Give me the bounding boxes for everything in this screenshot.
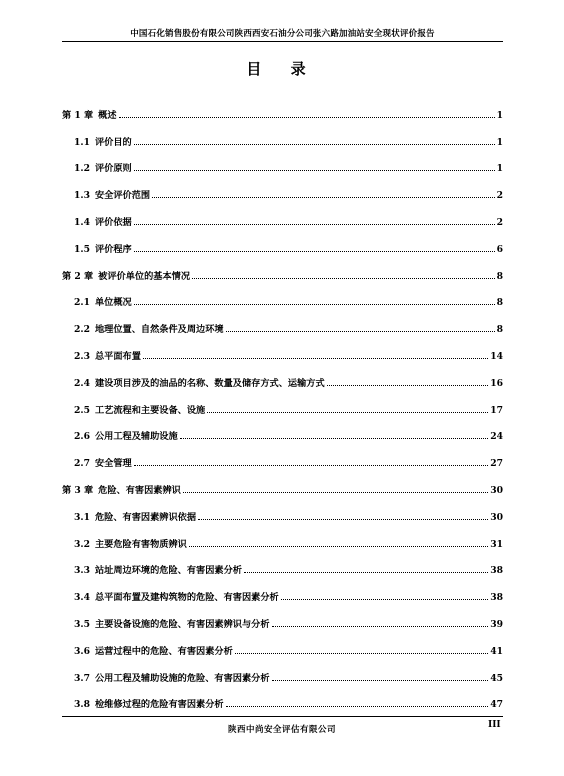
toc-leader-dots xyxy=(134,170,495,171)
toc-section-entry[interactable] xyxy=(62,389,503,416)
toc-entry-label: 被评价单位的基本情况 xyxy=(98,270,191,282)
toc-entry-label: 总平面布置及建构筑物的危险、有害因素分析 xyxy=(94,592,279,604)
toc-entry-number: 1.5 xyxy=(74,243,90,255)
toc-section-entry[interactable] xyxy=(62,496,503,523)
toc-entry-number: 3.5 xyxy=(74,618,90,630)
toc-entry-label: 公用工程及辅助设施 xyxy=(94,431,178,443)
toc-entry-label: 主要设备设施的危险、有害因素辨识与分析 xyxy=(94,618,270,630)
toc-leader-dots xyxy=(272,626,489,627)
toc-section-entry[interactable] xyxy=(62,201,503,228)
toc-leader-dots xyxy=(180,438,489,439)
toc-entry-page: 39 xyxy=(490,618,503,630)
toc-leader-dots xyxy=(119,117,495,118)
toc-entry-label: 评价依据 xyxy=(94,216,132,228)
toc-entry-label: 建设项目涉及的油品的名称、数量及储存方式、运输方式 xyxy=(94,377,325,389)
toc-entry-number: 第 1 章 xyxy=(62,109,94,121)
toc-leader-dots xyxy=(198,519,488,520)
toc-entry-page: 38 xyxy=(490,565,503,577)
toc-entry-number: 2.7 xyxy=(74,458,90,470)
toc-entry-page: 1 xyxy=(496,136,503,148)
toc-section-entry[interactable] xyxy=(62,308,503,335)
toc-entry-number: 1.2 xyxy=(74,163,90,175)
toc-section-entry[interactable] xyxy=(62,121,503,148)
toc-section-entry[interactable] xyxy=(62,684,503,711)
toc-chapter-entry[interactable] xyxy=(62,94,503,121)
toc-entry-number: 2.2 xyxy=(74,324,90,336)
toc-section-entry[interactable] xyxy=(62,576,503,603)
toc-leader-dots xyxy=(207,412,488,413)
toc-entry-page: 38 xyxy=(490,592,503,604)
toc-section-entry[interactable] xyxy=(62,603,503,630)
toc-leader-dots xyxy=(327,385,489,386)
toc-section-entry[interactable] xyxy=(62,523,503,550)
toc-entry-label: 概述 xyxy=(98,109,117,121)
toc-entry-page: 14 xyxy=(490,350,503,362)
table-of-contents xyxy=(62,94,503,710)
toc-leader-dots xyxy=(235,653,488,654)
toc-entry-page: 17 xyxy=(490,404,503,416)
footer-rule xyxy=(62,716,503,717)
toc-entry-page: 41 xyxy=(490,645,503,657)
toc-entry-number: 第 3 章 xyxy=(62,484,94,496)
toc-entry-label: 安全评价范围 xyxy=(94,190,151,202)
toc-entry-number: 2.1 xyxy=(74,297,90,309)
toc-entry-page: 6 xyxy=(496,243,503,255)
toc-entry-number: 2.3 xyxy=(74,350,90,362)
footer-company: 陕西中尚安全评估有限公司 xyxy=(227,725,336,735)
toc-chapter-entry[interactable] xyxy=(62,469,503,496)
toc-entry-number: 2.5 xyxy=(74,404,90,416)
toc-leader-dots xyxy=(226,331,495,332)
toc-leader-dots xyxy=(192,278,495,279)
toc-entry-page: 1 xyxy=(496,109,503,121)
toc-entry-number: 3.6 xyxy=(74,645,90,657)
toc-section-entry[interactable] xyxy=(62,416,503,443)
toc-entry-page: 2 xyxy=(496,216,503,228)
toc-entry-label: 评价目的 xyxy=(94,136,132,148)
toc-entry-number: 2.4 xyxy=(74,377,90,389)
toc-section-entry[interactable] xyxy=(62,657,503,684)
toc-entry-number: 1.3 xyxy=(74,190,90,202)
toc-section-entry[interactable] xyxy=(62,335,503,362)
toc-entry-number: 3.3 xyxy=(74,565,90,577)
toc-entry-page: 2 xyxy=(496,190,503,202)
toc-leader-dots xyxy=(152,197,494,198)
toc-entry-page: 27 xyxy=(490,458,503,470)
toc-entry-label: 地理位置、自然条件及周边环境 xyxy=(94,324,224,336)
toc-entry-page: 8 xyxy=(496,324,503,336)
toc-entry-label: 运营过程中的危险、有害因素分析 xyxy=(94,645,233,657)
toc-entry-label: 评价原则 xyxy=(94,163,132,175)
toc-leader-dots xyxy=(143,358,488,359)
toc-entry-page: 16 xyxy=(490,377,503,389)
toc-section-entry[interactable] xyxy=(62,148,503,175)
toc-leader-dots xyxy=(134,465,488,466)
toc-leader-dots xyxy=(134,144,495,145)
toc-entry-number: 3.7 xyxy=(74,672,90,684)
toc-entry-page: 47 xyxy=(490,699,503,711)
toc-section-entry[interactable] xyxy=(62,630,503,657)
toc-entry-label: 站址周边环境的危险、有害因素分析 xyxy=(94,565,242,577)
toc-entry-number: 3.1 xyxy=(74,511,90,523)
toc-entry-page: 30 xyxy=(490,484,503,496)
toc-leader-dots xyxy=(272,680,489,681)
toc-entry-label: 总平面布置 xyxy=(94,350,141,362)
toc-entry-number: 3.4 xyxy=(74,592,90,604)
toc-entry-page: 1 xyxy=(496,163,503,175)
toc-section-entry[interactable] xyxy=(62,442,503,469)
toc-title: 目 录 xyxy=(246,60,318,78)
toc-section-entry[interactable] xyxy=(62,174,503,201)
toc-leader-dots xyxy=(244,572,488,573)
toc-entry-number: 1.4 xyxy=(74,216,90,228)
toc-entry-label: 危险、有害因素辨识依据 xyxy=(94,511,197,523)
toc-leader-dots xyxy=(226,706,489,707)
header-rule xyxy=(62,41,503,42)
toc-entry-label: 检维修过程的危险有害因素分析 xyxy=(94,699,224,711)
toc-leader-dots xyxy=(134,304,495,305)
toc-entry-label: 安全管理 xyxy=(94,458,132,470)
toc-entry-page: 8 xyxy=(496,270,503,282)
toc-entry-page: 45 xyxy=(490,672,503,684)
toc-entry-label: 主要危险有害物质辨识 xyxy=(94,538,187,550)
toc-entry-page: 31 xyxy=(490,538,503,550)
toc-leader-dots xyxy=(134,224,495,225)
toc-entry-number: 2.6 xyxy=(74,431,90,443)
toc-leader-dots xyxy=(281,599,488,600)
footer-page-number: III xyxy=(488,720,501,730)
toc-section-entry[interactable] xyxy=(62,550,503,577)
toc-entry-label: 工艺流程和主要设备、设施 xyxy=(94,404,206,416)
toc-entry-label: 单位概况 xyxy=(94,297,132,309)
toc-section-entry[interactable] xyxy=(62,282,503,309)
toc-section-entry[interactable] xyxy=(62,362,503,389)
toc-entry-label: 公用工程及辅助设施的危险、有害因素分析 xyxy=(94,672,270,684)
toc-entry-page: 30 xyxy=(490,511,503,523)
toc-entry-page: 8 xyxy=(496,297,503,309)
toc-entry-page: 24 xyxy=(490,431,503,443)
toc-entry-number: 第 2 章 xyxy=(62,270,94,282)
toc-section-entry[interactable] xyxy=(62,228,503,255)
toc-entry-number: 3.8 xyxy=(74,699,90,711)
toc-leader-dots xyxy=(134,251,495,252)
toc-entry-label: 危险、有害因素辨识 xyxy=(98,484,181,496)
toc-entry-number: 1.1 xyxy=(74,136,90,148)
running-header: 中国石化销售股份有限公司陕西西安石油分公司张六路加油站安全现状评价报告 xyxy=(130,29,435,39)
toc-leader-dots xyxy=(189,546,488,547)
toc-leader-dots xyxy=(183,492,488,493)
toc-entry-number: 3.2 xyxy=(74,538,90,550)
toc-chapter-entry[interactable] xyxy=(62,255,503,282)
toc-entry-label: 评价程序 xyxy=(94,243,132,255)
